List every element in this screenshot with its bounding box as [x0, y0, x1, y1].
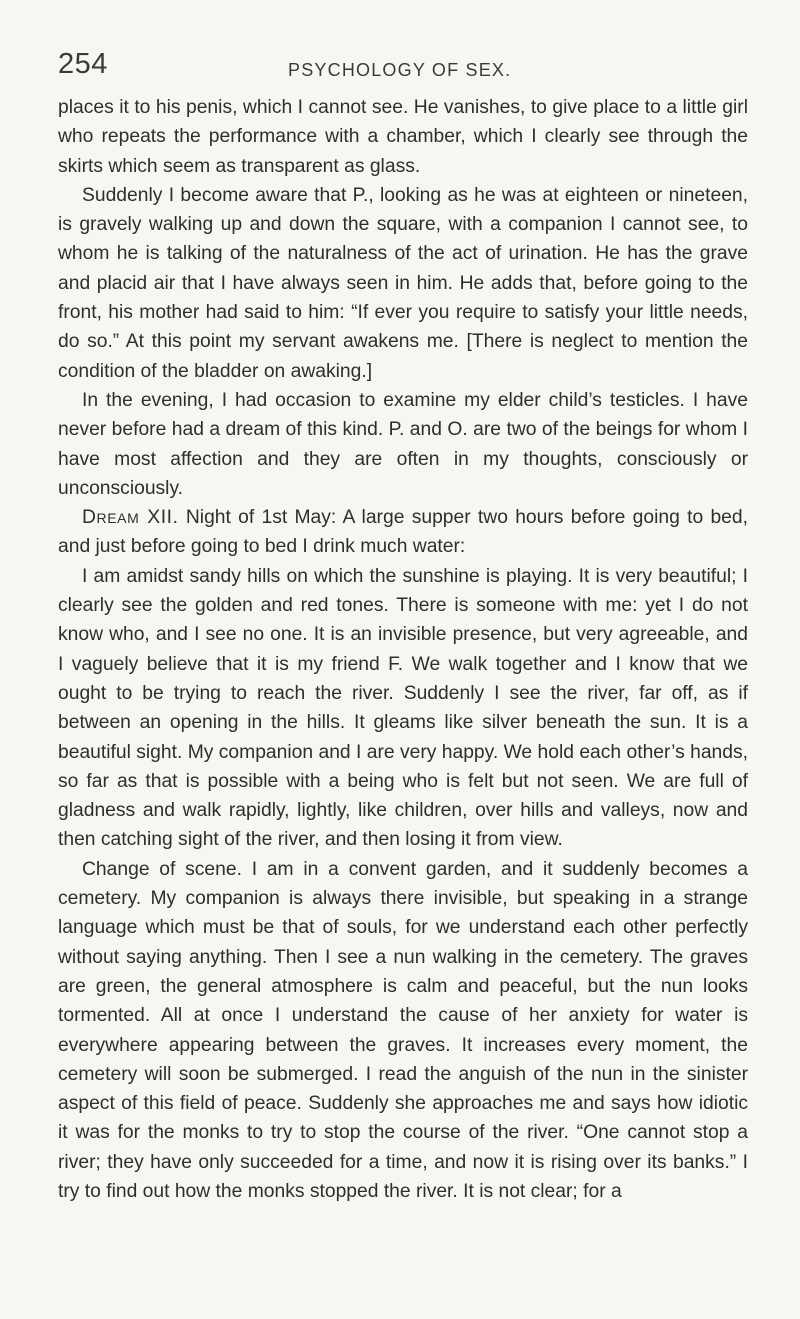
paragraph-6: Change of scene. I am in a convent garden, and it suddenly becomes a cemetery. My companion is always there invisible, but speaking in a strange language which must be that of souls, for we understand each other perfectly without saying anything. Then I see a nun walking in the cemetery. The graves are green, the general atmosphere is calm and peaceful, but the nun looks tormented. All at once I understand the cause of her anxiety for water is everywhere appearing between the graves. It increases every moment, the cemetery will soon be submerged. I read the anguish of the nun in the sinister aspect of this field of peace. Suddenly she approaches me and says how idiotic it was for the monks to try to stop the course of the river. “One cannot stop a river; they have only succeeded for a time, and now it is rising over its banks.” I try to find out how the monks stopped the river. It is not clear; for a: [58, 858, 748, 1202]
paragraph-2: Suddenly I become aware that P., looking as he was at eighteen or nineteen, is gravely walking up and down the square, with a companion I cannot see, to whom he is talking of the naturalness of the act of urination. He has the grave and placid air that I have always seen in him. He adds that, before going to the front, his mother had said to him: “If ever you require to satisfy your little needs, do so.” At this point my servant awakens me. [There is neglect to mention the condition of the bladder on awaking.]: [58, 184, 748, 382]
dream-label: Dream XII.: [82, 507, 179, 529]
page-number: 254: [58, 48, 108, 80]
body-text: [58, 93, 748, 1206]
paragraph-5: I am amidst sandy hills on which the sunshine is playing. It is very beautiful; I clearly see the golden and red tones. There is someone with me: yet I do not know who, and I see no one. It is an invisible presence, but very agreeable, and I vaguely believe that it is my friend F. We walk together and I know that we ought to be trying to reach the river. Suddenly I see the river, far off, as if between an opening in the hills. It gleams like silver beneath the sun. It is a beautiful sight. My companion and I are very happy. We hold each other’s hands, so far as that is possible with a being who is felt but not seen. We are full of gladness and walk rapidly, lightly, like children, over hills and valleys, now and then catching sight of the river, and then losing it from view.: [58, 565, 748, 851]
paragraph-4: [58, 503, 748, 562]
page-header: [58, 48, 710, 92]
running-title: PSYCHOLOGY OF SEX.: [288, 60, 512, 80]
paragraph-3: In the evening, I had occasion to examine my elder child’s testicles. I have never before had a dream of this kind. P. and O. are two of the beings for whom I have most affection and they are often in my thoughts, consciously or unconsciously.: [58, 389, 748, 499]
paragraph-1: places it to his penis, which I cannot see. He vanishes, to give place to a little girl who repeats the performance with a chamber, which I clearly see through the skirts which seem as transparent as glass.: [58, 97, 748, 177]
paragraph-4-text: Night of 1st May: A large supper two hours before going to bed, and just before going to bed I drink much water:: [58, 507, 748, 558]
